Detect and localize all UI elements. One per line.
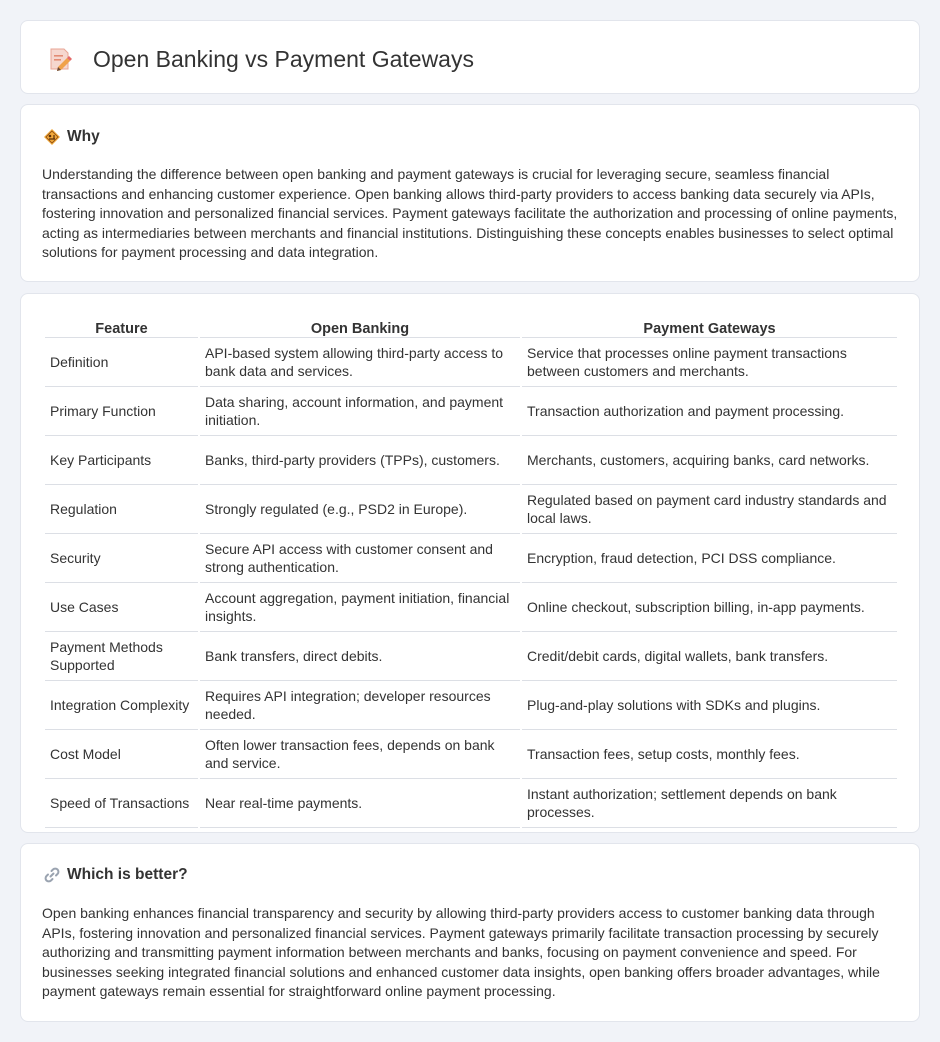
better-title: Which is better? [67, 866, 188, 883]
table-row [45, 485, 897, 534]
why-heading [43, 128, 100, 146]
feature-cell: Definition [45, 338, 198, 387]
open-banking-cell: Often lower transaction fees, depends on bank and service. [200, 730, 520, 779]
comparison-table [43, 316, 899, 828]
title-row [47, 45, 474, 73]
better-heading [43, 866, 188, 884]
open-banking-cell: Strongly regulated (e.g., PSD2 in Europe). [200, 485, 520, 534]
column-header: Open Banking [200, 316, 520, 338]
feature-cell: Primary Function [45, 387, 198, 436]
document-pencil-icon [47, 46, 73, 72]
open-banking-cell: Requires API integration; developer resources needed. [200, 681, 520, 730]
payment-gateways-cell: Transaction fees, setup costs, monthly fees. [522, 730, 897, 779]
open-banking-cell: Account aggregation, payment initiation, financial insights. [200, 583, 520, 632]
why-text: Understanding the difference between open banking and payment gateways is crucial for leveraging secure, seamless financial transactions and enhancing customer experience. Open banking allows third-party providers to access banking data securely via APIs, fostering innovation and personalized financial services. Payment gateways facilitate the authorization and processing of online payments, acting as intermediaries between merchants and financial institutions. Distinguishing these concepts enables businesses to select optimal solutions for payment processing and data integration. [42, 166, 898, 261]
payment-gateways-cell: Instant authorization; settlement depends on bank processes. [522, 779, 897, 828]
open-banking-cell: Bank transfers, direct debits. [200, 632, 520, 681]
comparison-card [20, 293, 920, 833]
payment-gateways-cell: Plug-and-play solutions with SDKs and plugins. [522, 681, 897, 730]
payment-gateways-cell: Merchants, customers, acquiring banks, card networks. [522, 436, 897, 485]
table-row [45, 534, 897, 583]
feature-cell: Key Participants [45, 436, 198, 485]
column-header: Payment Gateways [522, 316, 897, 338]
table-row [45, 632, 897, 681]
feature-cell: Use Cases [45, 583, 198, 632]
feature-cell: Integration Complexity [45, 681, 198, 730]
diamond-sign-icon [43, 128, 61, 146]
table-header-row [45, 316, 897, 338]
payment-gateways-cell: Credit/debit cards, digital wallets, bank transfers. [522, 632, 897, 681]
open-banking-cell: API-based system allowing third-party access to bank data and services. [200, 338, 520, 387]
table-row [45, 730, 897, 779]
which-is-better-card [20, 843, 920, 1022]
page-title: Open Banking vs Payment Gateways [93, 46, 474, 72]
feature-cell: Regulation [45, 485, 198, 534]
feature-cell: Speed of Transactions [45, 779, 198, 828]
table-row [45, 779, 897, 828]
table-row [45, 387, 897, 436]
feature-cell: Payment Methods Supported [45, 632, 198, 681]
header-card [20, 20, 920, 94]
table-row [45, 583, 897, 632]
why-card [20, 104, 920, 282]
why-title: Why [67, 128, 100, 145]
payment-gateways-cell: Encryption, fraud detection, PCI DSS compliance. [522, 534, 897, 583]
payment-gateways-cell: Service that processes online payment transactions between customers and merchants. [522, 338, 897, 387]
open-banking-cell: Secure API access with customer consent and strong authentication. [200, 534, 520, 583]
link-icon [43, 866, 61, 884]
feature-cell: Security [45, 534, 198, 583]
feature-cell: Cost Model [45, 730, 198, 779]
payment-gateways-cell: Online checkout, subscription billing, in-app payments. [522, 583, 897, 632]
open-banking-cell: Data sharing, account information, and payment initiation. [200, 387, 520, 436]
open-banking-cell: Banks, third-party providers (TPPs), customers. [200, 436, 520, 485]
table-row [45, 681, 897, 730]
open-banking-cell: Near real-time payments. [200, 779, 520, 828]
payment-gateways-cell: Transaction authorization and payment processing. [522, 387, 897, 436]
better-text: Open banking enhances financial transparency and security by allowing third-party providers access to customer banking data through APIs, fostering innovation and personalized financial services. Payment gateways primarily facilitate transaction processing by securely authorizing and transmitting payment information between merchants and banks, focusing on payment convenience and speed. For businesses seeking integrated financial solutions and enhanced customer data insights, open banking offers broader advantages, while payment gateways remain essential for straightforward online payment processing. [42, 905, 880, 1000]
column-header: Feature [45, 316, 198, 338]
table-row [45, 436, 897, 485]
table-row [45, 338, 897, 387]
payment-gateways-cell: Regulated based on payment card industry standards and local laws. [522, 485, 897, 534]
